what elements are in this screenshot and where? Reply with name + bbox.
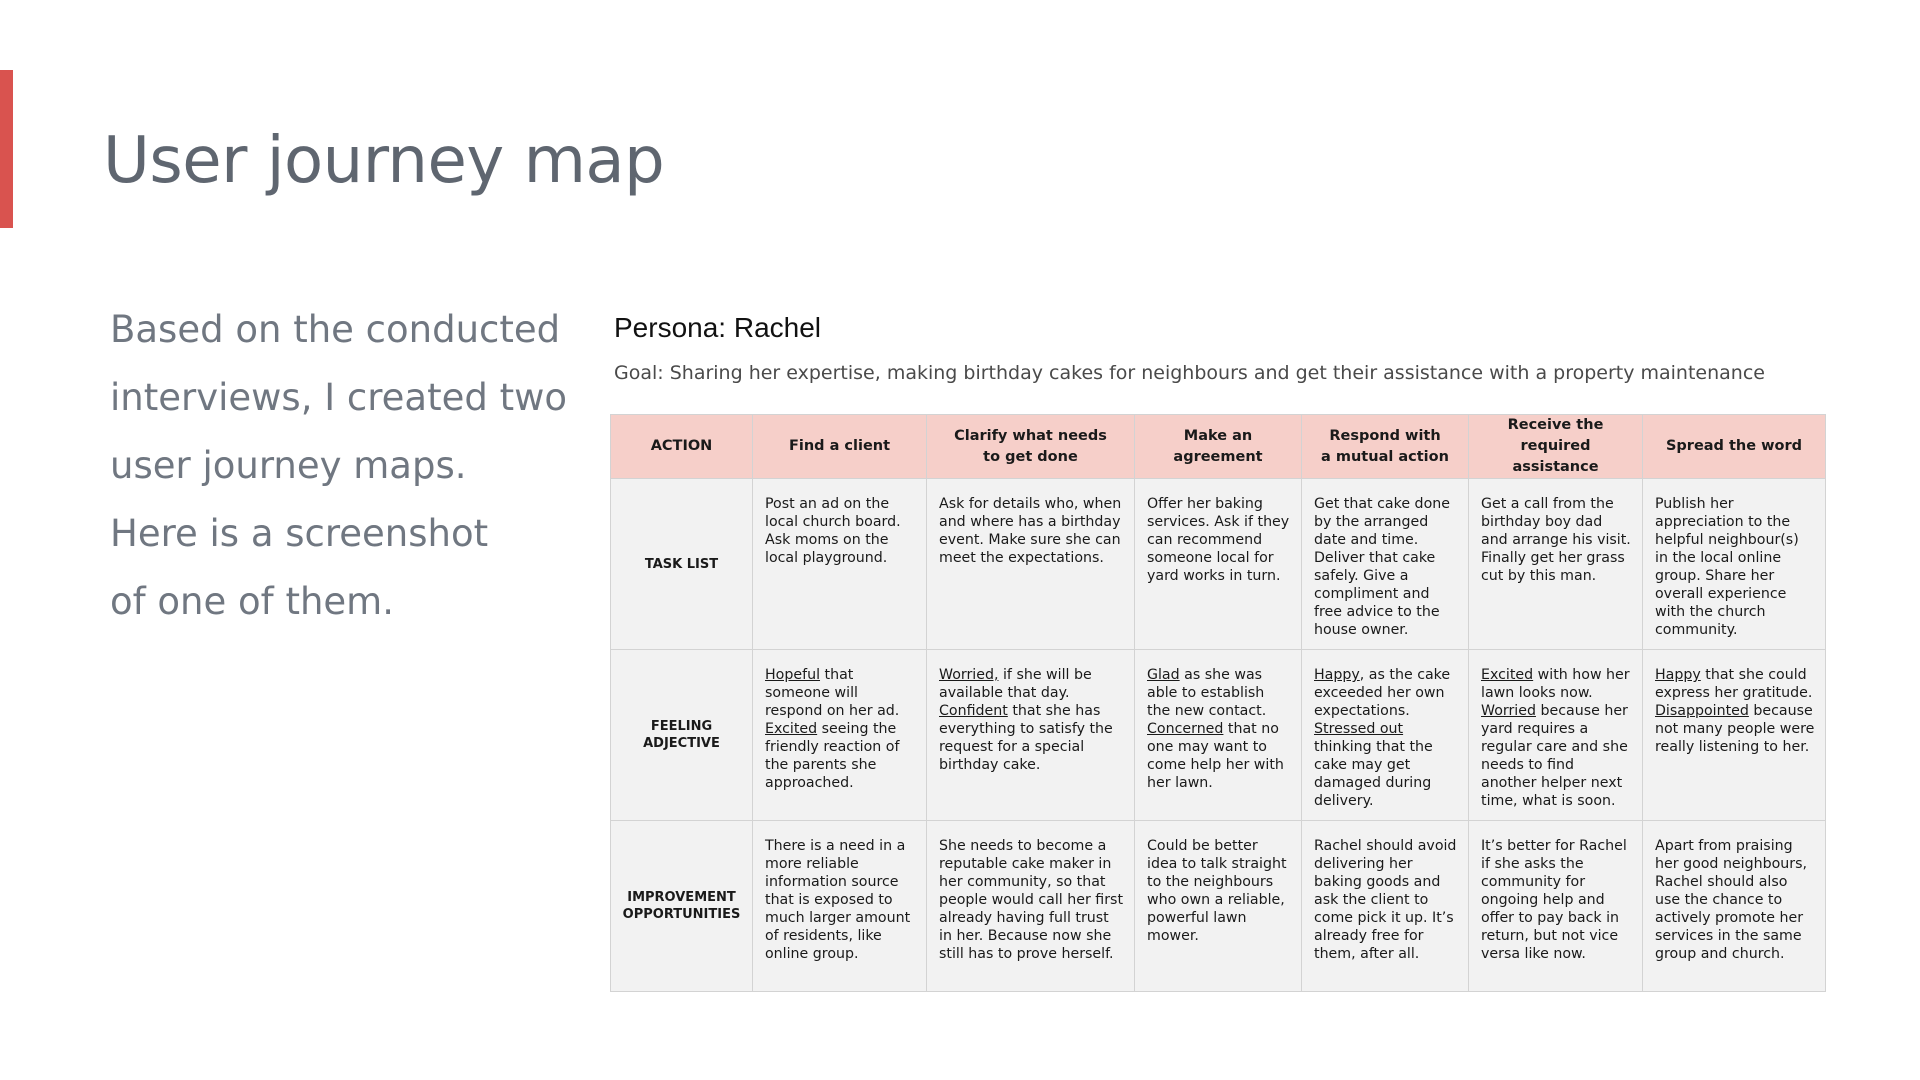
row-label-line: ADJECTIVE (643, 736, 720, 751)
table-cell: Apart from praising her good neighbours, Rachel should also use the chance to actively promote her services in the same group and church. (1643, 821, 1826, 992)
header-line: Find a client (788, 438, 891, 454)
table-cell: Get a call from the birthday boy dad and arrange his visit. Finally get her grass cut by this man. (1469, 479, 1643, 650)
header-line: required assistance (1512, 438, 1599, 475)
table-row (611, 821, 1826, 992)
row-label (611, 650, 753, 821)
intro-line: user journey maps. (110, 444, 467, 487)
journey-map-table (610, 414, 1826, 992)
table-cell: Glad as she was able to establish the new contact. Concerned that no one may want to come help her with her lawn. (1135, 650, 1302, 821)
corner-header: ACTION (611, 415, 753, 479)
row-label-line: IMPROVEMENT (627, 890, 736, 905)
table-cell: Ask for details who, when and where has a birthday event. Make sure she can meet the expectations. (927, 479, 1135, 650)
column-header (1469, 415, 1643, 479)
table-cell: Happy, as the cake exceeded her own expectations. Stressed out thinking that the cake may get damaged during delivery. (1302, 650, 1469, 821)
header-line: agreement (1173, 448, 1263, 465)
persona-title: Persona: Rachel (614, 312, 822, 343)
column-header (1302, 415, 1469, 479)
header-row (611, 415, 1826, 479)
table-row (611, 650, 1826, 821)
intro-text (110, 296, 580, 636)
table-cell: There is a need in a more reliable information source that is exposed to much larger amount of residents, like online group. (753, 821, 927, 992)
table-cell: She needs to become a reputable cake maker in her community, so that people would call her first already having full trust in her. Because now she still has to prove herself. (927, 821, 1135, 992)
table-cell: Publish her appreciation to the helpful neighbour(s) in the local online group. Share her overall experience with the church community. (1643, 479, 1826, 650)
intro-line: interviews, I created two (110, 376, 567, 419)
column-header (1135, 415, 1302, 479)
row-label-line: FEELING (650, 719, 713, 734)
table-cell: Worried, if she will be available that day. Confident that she has everything to satisfy the request for a special birthday cake. (927, 650, 1135, 821)
header-line: a mutual action (1321, 448, 1449, 465)
table-cell: Happy that she could express her gratitude. Disappointed because not many people were really listening to her. (1643, 650, 1826, 821)
intro-line: of one of them. (110, 580, 394, 623)
header-line: Make an (1183, 427, 1253, 444)
header-line: Respond with (1329, 427, 1441, 444)
table-cell: Offer her baking services. Ask if they can recommend someone local for yard works in turn. (1135, 479, 1302, 650)
table-cell: Excited with how her lawn looks now. Worried because her yard requires a regular care and she needs to find another helper next time, what is soon. (1469, 650, 1643, 821)
row-label (611, 821, 753, 992)
table-cell: It’s better for Rachel if she asks the community for ongoing help and offer to pay back in return, but not vice versa like now. (1469, 821, 1643, 992)
table-cell: Rachel should avoid delivering her baking goods and ask the client to come pick it up. It’s already free for them, after all. (1302, 821, 1469, 992)
header-line: Clarify what needs (954, 427, 1107, 444)
intro-line: Here is a screenshot (110, 512, 489, 555)
column-header (927, 415, 1135, 479)
header-line: Receive the (1507, 417, 1604, 433)
goal-text: Goal: Sharing her expertise, making birthday cakes for neighbours and get their assistance with a property maintenance (614, 362, 1765, 384)
slide-title: User journey map (103, 124, 665, 198)
table-cell: Post an ad on the local church board. Ask moms on the local playground. (753, 479, 927, 650)
accent-bar (0, 70, 13, 228)
row-label-line: TASK LIST (644, 556, 719, 572)
header-line: to get done (983, 448, 1078, 465)
row-label (611, 479, 753, 650)
intro-line: Based on the conducted (110, 308, 561, 351)
row-label-line: OPPORTUNITIES (622, 907, 741, 922)
column-header (753, 415, 927, 479)
table-row (611, 479, 1826, 650)
header-line: Spread the word (1665, 438, 1803, 454)
table-cell: Get that cake done by the arranged date and time. Deliver that cake safely. Give a compliment and free advice to the house owner. (1302, 479, 1469, 650)
column-header (1643, 415, 1826, 479)
table-cell: Hopeful that someone will respond on her ad. Excited seeing the friendly reaction of the parents she approached. (753, 650, 927, 821)
table-cell: Could be better idea to talk straight to the neighbours who own a reliable, powerful lawn mower. (1135, 821, 1302, 992)
